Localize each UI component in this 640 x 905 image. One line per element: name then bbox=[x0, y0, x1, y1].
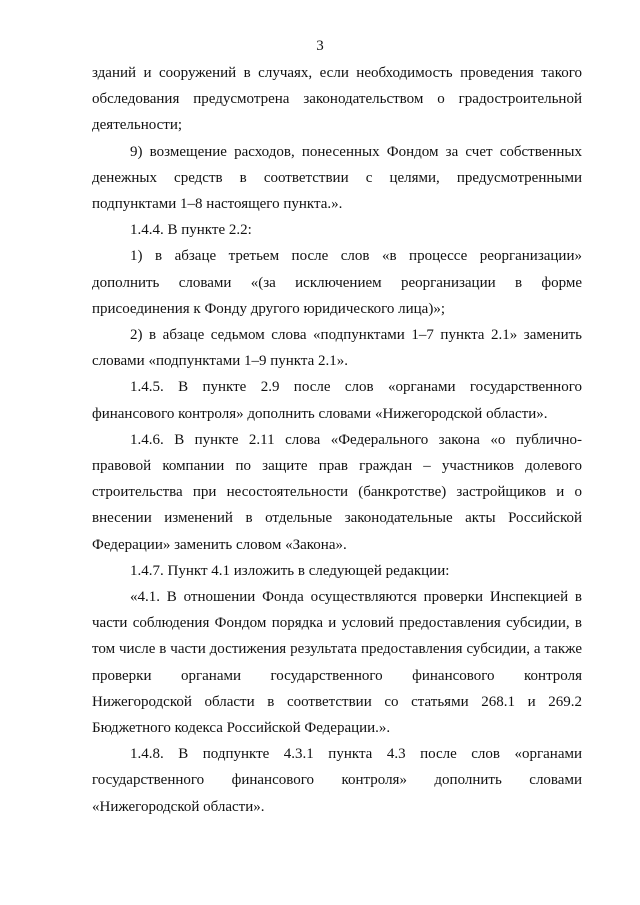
paragraph-continuation: зданий и сооружений в случаях, если необходимость проведения такого обследования предусмотрена законодательством о градостроительной деятельности; bbox=[92, 65, 582, 134]
paragraph-1-4-4: 1.4.4. В пункте 2.2: bbox=[130, 222, 252, 239]
paragraph-subitem-2: 2) в абзаце седьмом слова «подпунктами 1–7 пункта 2.1» заменить словами «подпунктами 1–9 пункта 2.1». bbox=[92, 327, 582, 370]
page-number: 3 bbox=[316, 38, 324, 54]
paragraph-item-9: 9) возмещение расходов, понесенных Фондом за счет собственных денежных средств в соответствии с целями, предусмотренными подпунктами 1–8 настоящего пункта.». bbox=[92, 143, 582, 213]
paragraph-4-1-text: «4.1. В отношении Фонда осуществляются проверки Инспекцией в части соблюдения Фондом порядка и условий предоставления субсидии, в том числе в части достижения результата предоставления субсидии, а также проверки органами государственного финансового контроля Нижегородской области в соответствии со статьями 268.1 и 269.2 Бюджетного кодекса Российской Федерации.». bbox=[92, 589, 582, 737]
paragraph-1-4-8: 1.4.8. В подпункте 4.3.1 пункта 4.3 после слов «органами государственного финансового контроля» дополнить словами «Нижегородской области». bbox=[92, 746, 582, 815]
paragraph-subitem-1: 1) в абзаце третьем после слов «в процессе реорганизации» дополнить словами «(за исключением реорганизации в форме присоединения к Фонду другого юридического лица)»; bbox=[92, 248, 582, 317]
paragraph-1-4-6: 1.4.6. В пункте 2.11 слова «Федерального закона «о публично-правовой компании по защите прав граждан – участников долевого строительства при несостоятельности (банкротстве) застройщиков и о внесении изменений в отдельные законодательные акты Российской Федерации» заменить словом «Закона». bbox=[92, 431, 582, 553]
paragraph-1-4-5: 1.4.5. В пункте 2.9 после слов «органами государственного финансового контроля» дополнить словами «Нижегородской области». bbox=[92, 379, 582, 422]
document-body bbox=[92, 60, 582, 820]
paragraph-1-4-7: 1.4.7. Пункт 4.1 изложить в следующей редакции: bbox=[130, 562, 450, 579]
